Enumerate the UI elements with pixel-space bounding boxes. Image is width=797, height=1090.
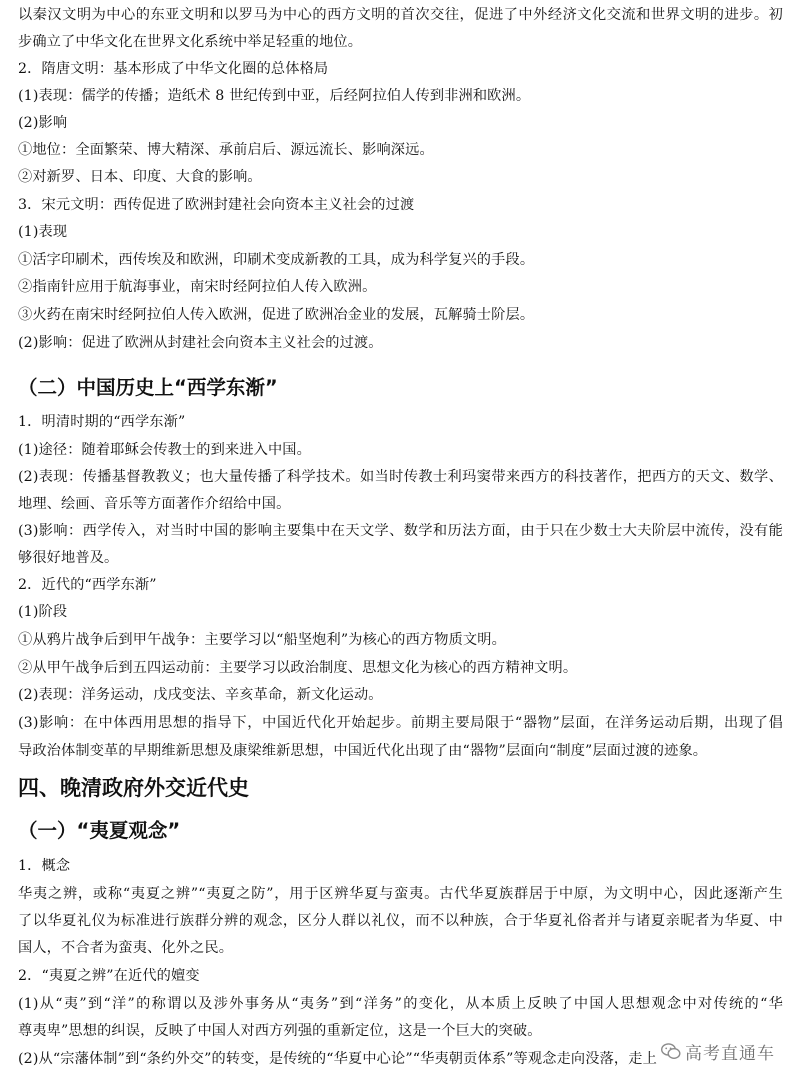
watermark-text: 高考直通车: [685, 1044, 775, 1064]
section-heading: （二）中国历史上“西学东渐”: [18, 376, 278, 399]
paragraph-line: ③火药在南宋时经阿拉伯人传入欧洲，促进了欧洲冶金业的发展，瓦解骑士阶层。: [18, 307, 535, 323]
paragraph-line: (1)从“夷”到“洋”的称谓以及涉外事务从“夷务”到“洋务”的变化，从本质上反映了中国人思想观念中对传统的“华: [18, 996, 783, 1012]
paragraph-line: ①地位：全面繁荣、博大精深、承前启后、源远流长、影响深远。: [18, 142, 434, 158]
paragraph-line: (2)影响：促进了欧洲从封建社会向资本主义社会的过渡。: [18, 335, 383, 351]
paragraph-line: 步确立了中华文化在世界文化系统中举足轻重的地位。: [18, 34, 363, 50]
paragraph-line: 尊夷卑”思想的纠误，反映了中国人对西方列强的重新定位，这是一个巨大的突破。: [18, 1023, 542, 1039]
subheading: 2．“夷夏之辨”在近代的嬗变: [18, 968, 200, 984]
subheading: 3．宋元文明：西传促进了欧洲封建社会向资本主义社会的过渡: [18, 197, 415, 213]
paragraph-line: (2)表现：传播基督教教义；也大量传播了科学技术。如当时传教士利玛窦带来西方的科技著作，把西方的天文、数学、: [18, 469, 783, 485]
wechat-icon: [661, 1043, 681, 1060]
paragraph-line: 华夷之辨，或称“夷夏之辨”“夷夏之防”，用于区辨华夏与蛮夷。古代华夏族群居于中原，为文明中心，因此逐渐产生: [18, 886, 783, 902]
subheading: 2．隋唐文明：基本形成了中华文化圈的总体格局: [18, 61, 329, 77]
paragraph-line: ②指南针应用于航海事业，南宋时经阿拉伯人传入欧洲。: [18, 279, 377, 295]
paragraph-line: (1)途径：随着耶稣会传教士的到来进入中国。: [18, 442, 311, 458]
paragraph-line: 导政治体制变革的早期维新思想及康梁维新思想，中国近代化出现了由“器物”层面向“制度”层面过渡的迹象。: [18, 743, 708, 759]
paragraph-line: (2)影响: [18, 115, 68, 131]
paragraph-line: ②对新罗、日本、印度、大食的影响。: [18, 169, 262, 185]
paragraph-line: 国人，不合者为蛮夷、化外之民。: [18, 940, 234, 956]
source-watermark: [661, 1039, 775, 1064]
paragraph-line: (3)影响：在中体西用思想的指导下，中国近代化开始起步。前期主要局限于“器物”层面，在洋务运动后期，出现了倡: [18, 715, 783, 731]
section-heading: （一）“夷夏观念”: [18, 819, 181, 842]
subheading: 1．明清时期的“西学东渐”: [18, 414, 186, 430]
paragraph-line: (2)从“宗藩体制”到“条约外交”的转变，是传统的“华夏中心论”“华夷朝贡体系”等观念走向没落，走上: [18, 1051, 657, 1067]
paragraph-line: (1)表现：儒学的传播；造纸术 8 世纪传到中亚，后经阿拉伯人传到非洲和欧洲。: [18, 88, 531, 104]
paragraph-line: 地理、绘画、音乐等方面著作介绍给中国。: [18, 496, 291, 512]
paragraph-line: (2)表现：洋务运动，戊戌变法、辛亥革命，新文化运动。: [18, 687, 383, 703]
paragraph-line: 够很好地普及。: [18, 550, 119, 566]
subheading: 2．近代的“西学东渐”: [18, 577, 157, 593]
paragraph-line: 了以华夏礼仪为标准进行族群分辨的观念，区分人群以礼仪，而不以种族，合于华夏礼俗者并与诸夏亲昵者为华夏、中: [18, 913, 783, 929]
subheading: 1．概念: [18, 858, 71, 874]
paragraph-line: (1)表现: [18, 224, 68, 240]
paragraph-line: ①从鸦片战争后到甲午战争：主要学习以“船坚炮利”为核心的西方物质文明。: [18, 632, 506, 648]
paragraph-line: ①活字印刷术，西传埃及和欧洲，印刷术变成新教的工具，成为科学复兴的手段。: [18, 252, 535, 268]
paragraph-line: ②从甲午战争后到五四运动前：主要学习以政治制度、思想文化为核心的西方精神文明。: [18, 660, 578, 676]
paragraph-line: (3)影响：西学传入，对当时中国的影响主要集中在天文学、数学和历法方面，由于只在少数士大夫阶层中流传，没有能: [18, 523, 783, 539]
paragraph-line: 以秦汉文明为中心的东亚文明和以罗马为中心的西方文明的首次交往，促进了中外经济文化交流和世界文明的进步。初: [18, 7, 783, 23]
chapter-heading: 四、晚清政府外交近代史: [18, 776, 249, 800]
paragraph-line: (1)阶段: [18, 604, 68, 620]
